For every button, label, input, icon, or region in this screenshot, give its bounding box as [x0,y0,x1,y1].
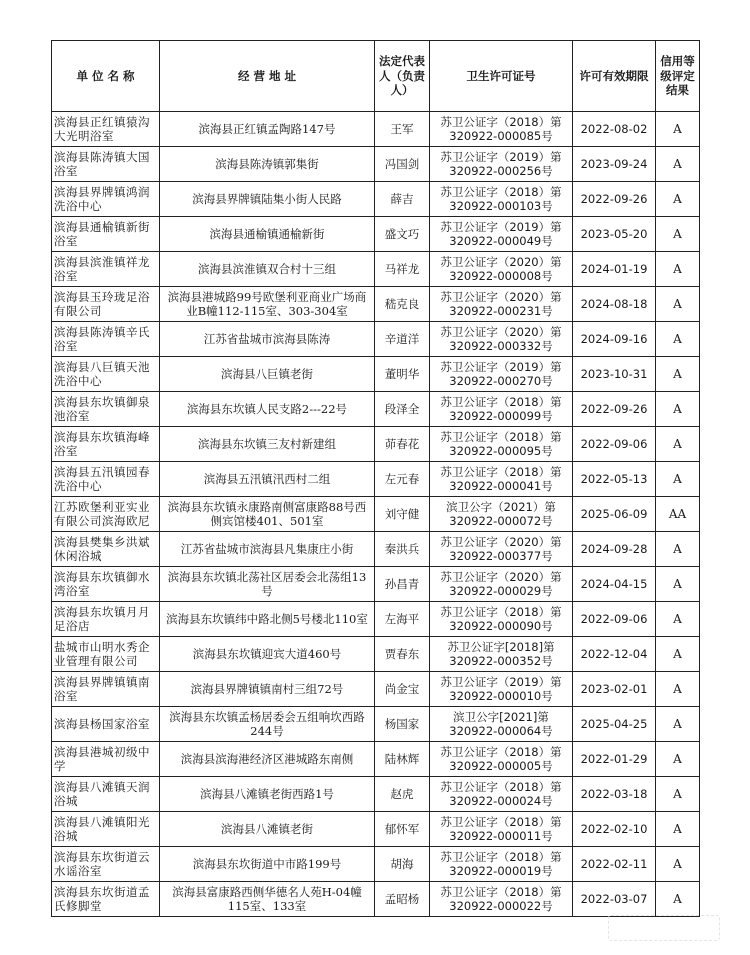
cell-address: 滨海县东坎镇永康路南侧富康路88号西侧宾馆楼401、501室 [160,497,375,532]
table-row [52,742,700,777]
cell-representative: 辛道洋 [375,322,430,357]
cell-license-number: 苏卫公证字（2020）第320922-000377号 [430,532,573,567]
cell-credit-rating: A [656,532,700,567]
table-row [52,357,700,392]
cell-license-number: 苏卫公证字（2018）第320922-000024号 [430,777,573,812]
cell-unit-name: 滨海县正红镇猿沟大光明浴室 [52,112,160,147]
cell-license-number: 苏卫公证字（2020）第320922-000231号 [430,287,573,322]
cell-representative: 赵虎 [375,777,430,812]
cell-representative: 左元春 [375,462,430,497]
cell-address: 滨海县东坎镇孟杨居委会五组响坎西路244号 [160,707,375,742]
table-body [52,112,700,917]
cell-unit-name: 滨海县东坎镇海峰浴室 [52,427,160,462]
cell-license-number: 苏卫公证字（2019）第320922-000270号 [430,357,573,392]
cell-validity-date: 2022-02-10 [573,812,656,847]
cell-credit-rating: A [656,742,700,777]
cell-representative: 陆林辉 [375,742,430,777]
cell-address: 滨海县界牌镇陆集小街人民路 [160,182,375,217]
cell-credit-rating: A [656,637,700,672]
cell-unit-name: 滨海县港城初级中学 [52,742,160,777]
header-credit-rating: 信用等级评定结果 [656,41,700,112]
cell-representative: 秦洪兵 [375,532,430,567]
cell-unit-name: 滨海县五汛镇园春洗浴中心 [52,462,160,497]
table-row [52,497,700,532]
table-row [52,392,700,427]
cell-validity-date: 2022-09-26 [573,392,656,427]
table-row [52,637,700,672]
cell-credit-rating: A [656,112,700,147]
cell-validity-date: 2022-03-07 [573,882,656,917]
faint-stamp-outline [608,915,720,941]
cell-unit-name: 滨海县界牌镇镇南浴室 [52,672,160,707]
cell-representative: 王军 [375,112,430,147]
cell-validity-date: 2023-10-31 [573,357,656,392]
cell-validity-date: 2023-05-20 [573,217,656,252]
cell-unit-name: 滨海县东坎街道云水谣浴室 [52,847,160,882]
table-row [52,882,700,917]
cell-license-number: 苏卫公证字（2019）第320922-000049号 [430,217,573,252]
header-unit-name: 单 位 名 称 [52,41,160,112]
cell-unit-name: 江苏欧堡利亚实业有限公司滨海欧尼 [52,497,160,532]
cell-license-number: 滨卫公字（2021）第320922-000072号 [430,497,573,532]
cell-validity-date: 2024-09-28 [573,532,656,567]
table-row [52,462,700,497]
cell-license-number: 苏卫公证字（2018）第320922-000005号 [430,742,573,777]
cell-unit-name: 滨海县东坎镇御水湾浴室 [52,567,160,602]
header-address: 经 营 地 址 [160,41,375,112]
header-representative: 法定代表人（负责人） [375,41,430,112]
cell-credit-rating: A [656,847,700,882]
cell-address: 滨海县东坎镇纬中路北侧5号楼北110室 [160,602,375,637]
cell-validity-date: 2022-12-04 [573,637,656,672]
cell-license-number: 苏卫公证字（2018）第320922-000022号 [430,882,573,917]
cell-license-number: 苏卫公证字（2018）第320922-000041号 [430,462,573,497]
cell-credit-rating: A [656,392,700,427]
cell-unit-name: 滨海县通榆镇新街浴室 [52,217,160,252]
table-row [52,672,700,707]
cell-address: 滨海县通榆镇通榆新街 [160,217,375,252]
cell-validity-date: 2022-08-02 [573,112,656,147]
table-row [52,602,700,637]
cell-validity-date: 2022-09-26 [573,182,656,217]
cell-credit-rating: A [656,777,700,812]
cell-credit-rating: A [656,707,700,742]
cell-validity-date: 2022-09-06 [573,602,656,637]
cell-license-number: 苏卫公证字[2018]第320922-000352号 [430,637,573,672]
cell-representative: 马祥龙 [375,252,430,287]
cell-license-number: 苏卫公证字（2018）第320922-000103号 [430,182,573,217]
cell-address: 滨海县八滩镇老街西路1号 [160,777,375,812]
cell-unit-name: 滨海县杨国家浴室 [52,707,160,742]
cell-unit-name: 滨海县东坎街道孟氏修脚堂 [52,882,160,917]
cell-representative: 尚金宝 [375,672,430,707]
cell-validity-date: 2024-04-15 [573,567,656,602]
cell-unit-name: 滨海县滨淮镇祥龙浴室 [52,252,160,287]
cell-unit-name: 滨海县陈涛镇辛氏浴室 [52,322,160,357]
cell-license-number: 苏卫公证字（2020）第320922-000332号 [430,322,573,357]
cell-credit-rating: A [656,567,700,602]
cell-credit-rating: A [656,322,700,357]
cell-validity-date: 2024-08-18 [573,287,656,322]
table-row [52,427,700,462]
cell-license-number: 苏卫公证字（2019）第320922-000010号 [430,672,573,707]
cell-validity-date: 2023-09-24 [573,147,656,182]
cell-address: 滨海县陈涛镇郭集街 [160,147,375,182]
cell-address: 滨海县界牌镇镇南村三组72号 [160,672,375,707]
cell-credit-rating: A [656,252,700,287]
cell-unit-name: 滨海县陈涛镇大国浴室 [52,147,160,182]
cell-credit-rating: AA [656,497,700,532]
table-row [52,252,700,287]
cell-license-number: 苏卫公证字（2018）第320922-000099号 [430,392,573,427]
table-row [52,322,700,357]
cell-license-number: 苏卫公证字（2018）第320922-000090号 [430,602,573,637]
cell-representative: 盛文巧 [375,217,430,252]
cell-validity-date: 2023-02-01 [573,672,656,707]
table-row [52,812,700,847]
header-license-number: 卫生许可证号 [430,41,573,112]
cell-unit-name: 滨海县八滩镇阳光浴城 [52,812,160,847]
cell-address: 滨海县东坎镇迎宾大道460号 [160,637,375,672]
cell-representative: 嵇克良 [375,287,430,322]
cell-credit-rating: A [656,357,700,392]
cell-credit-rating: A [656,462,700,497]
table-row [52,147,700,182]
license-table-document [51,40,700,917]
cell-representative: 孟昭杨 [375,882,430,917]
cell-credit-rating: A [656,672,700,707]
cell-credit-rating: A [656,602,700,637]
table-row [52,532,700,567]
cell-validity-date: 2022-01-29 [573,742,656,777]
cell-address: 滨海县富康路西侧华德名人苑H-04幢115室、133室 [160,882,375,917]
cell-credit-rating: A [656,217,700,252]
cell-credit-rating: A [656,812,700,847]
cell-unit-name: 滨海县八巨镇天池洗浴中心 [52,357,160,392]
license-credit-table [51,40,700,917]
table-row [52,777,700,812]
cell-license-number: 苏卫公证字（2018）第320922-000095号 [430,427,573,462]
table-row [52,287,700,322]
cell-validity-date: 2024-09-16 [573,322,656,357]
cell-address: 滨海县东坎镇人民支路2---22号 [160,392,375,427]
table-row [52,217,700,252]
cell-representative: 茆春花 [375,427,430,462]
cell-representative: 董明华 [375,357,430,392]
table-row [52,847,700,882]
cell-validity-date: 2022-02-11 [573,847,656,882]
cell-address: 滨海县滨海港经济区港城路东南侧 [160,742,375,777]
cell-credit-rating: A [656,182,700,217]
cell-unit-name: 盐城市山明水秀企业管理有限公司 [52,637,160,672]
cell-license-number: 苏卫公证字（2018）第320922-000011号 [430,812,573,847]
cell-representative: 段泽全 [375,392,430,427]
cell-validity-date: 2025-06-09 [573,497,656,532]
cell-validity-date: 2022-03-18 [573,777,656,812]
cell-address: 江苏省盐城市滨海县陈涛 [160,322,375,357]
table-header-row [52,41,700,112]
cell-address: 滨海县港城路99号欧堡利亚商业广场商业B幢112-115室、303-304室 [160,287,375,322]
cell-representative: 杨国家 [375,707,430,742]
cell-representative: 贾春东 [375,637,430,672]
cell-unit-name: 滨海县界牌镇鸿润洗浴中心 [52,182,160,217]
cell-license-number: 滨卫公字[2021]第320922-000064号 [430,707,573,742]
cell-credit-rating: A [656,882,700,917]
cell-representative: 左海平 [375,602,430,637]
table-row [52,112,700,147]
cell-representative: 刘守健 [375,497,430,532]
cell-unit-name: 滨海县东坎镇月月足浴店 [52,602,160,637]
table-row [52,182,700,217]
cell-unit-name: 滨海县玉玲珑足浴有限公司 [52,287,160,322]
cell-validity-date: 2022-05-13 [573,462,656,497]
cell-address: 滨海县八巨镇老街 [160,357,375,392]
cell-address: 滨海县滨淮镇双合村十三组 [160,252,375,287]
cell-address: 滨海县东坎镇北荡社区居委会北荡组13号 [160,567,375,602]
cell-license-number: 苏卫公证字（2019）第320922-000256号 [430,147,573,182]
header-validity-date: 许可有效期限 [573,41,656,112]
cell-address: 滨海县东坎街道中市路199号 [160,847,375,882]
cell-validity-date: 2025-04-25 [573,707,656,742]
cell-unit-name: 滨海县樊集乡洪斌休闲浴城 [52,532,160,567]
cell-credit-rating: A [656,147,700,182]
cell-license-number: 苏卫公证字（2018）第320922-000019号 [430,847,573,882]
cell-address: 江苏省盐城市滨海县凡集康庄小街 [160,532,375,567]
cell-representative: 冯国剑 [375,147,430,182]
cell-representative: 郁怀军 [375,812,430,847]
cell-unit-name: 滨海县东坎镇御泉池浴室 [52,392,160,427]
cell-credit-rating: A [656,287,700,322]
table-row [52,567,700,602]
cell-credit-rating: A [656,427,700,462]
cell-license-number: 苏卫公证字（2020）第320922-000029号 [430,567,573,602]
cell-validity-date: 2024-01-19 [573,252,656,287]
cell-address: 滨海县五汛镇汛西村二组 [160,462,375,497]
cell-address: 滨海县正红镇孟陶路147号 [160,112,375,147]
table-row [52,707,700,742]
cell-representative: 胡海 [375,847,430,882]
cell-representative: 孙昌青 [375,567,430,602]
cell-validity-date: 2022-09-06 [573,427,656,462]
cell-representative: 薛吉 [375,182,430,217]
cell-address: 滨海县东坎镇三友村新建组 [160,427,375,462]
cell-unit-name: 滨海县八滩镇天润浴城 [52,777,160,812]
cell-address: 滨海县八滩镇老街 [160,812,375,847]
cell-license-number: 苏卫公证字（2018）第320922-000085号 [430,112,573,147]
cell-license-number: 苏卫公证字（2020）第320922-000008号 [430,252,573,287]
